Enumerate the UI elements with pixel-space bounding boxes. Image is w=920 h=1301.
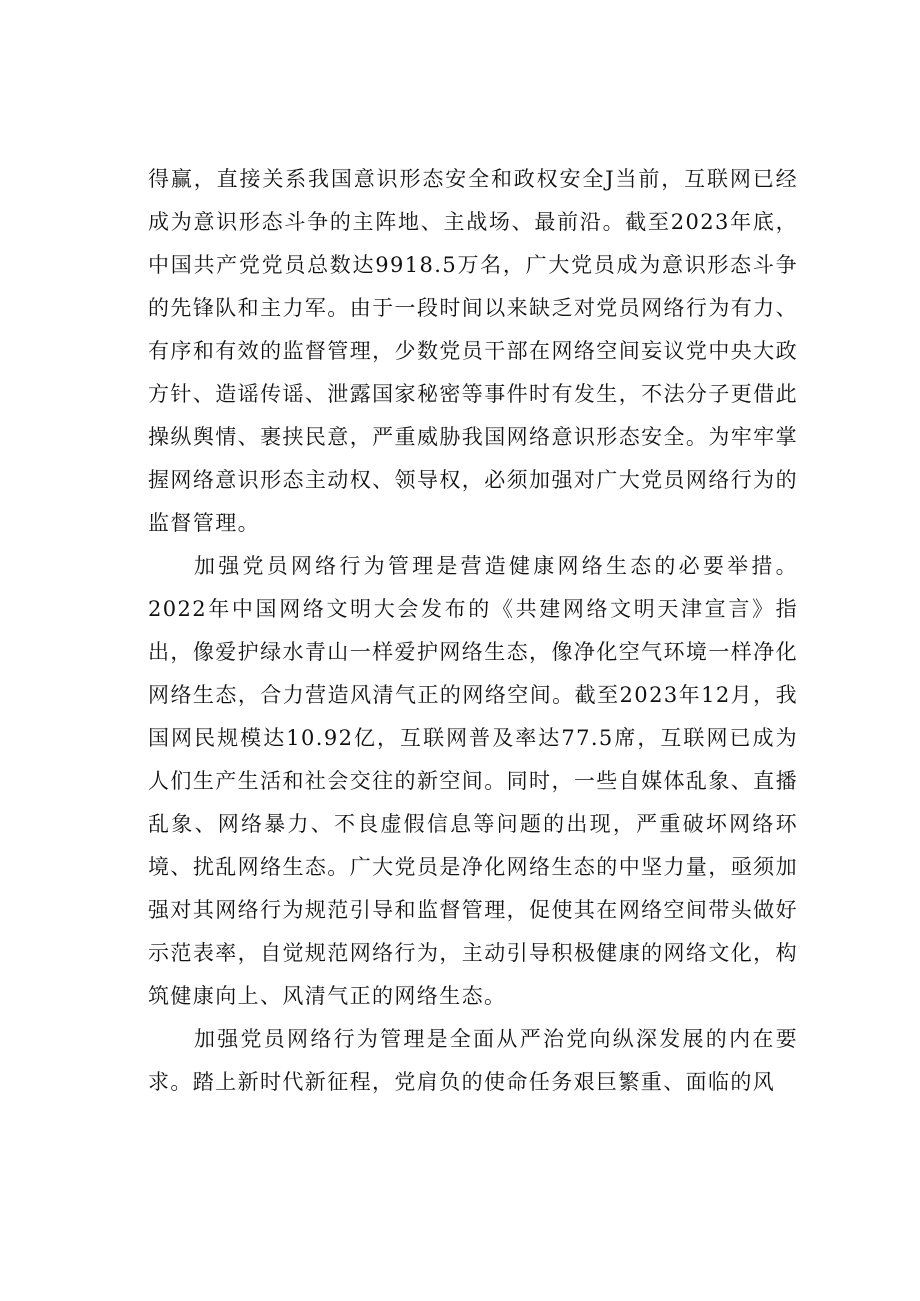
paragraph-1: 得赢，直接关系我国意识形态安全和政权安全J当前，互联网已经成为意识形态斗争的主阵地、主战场、最前沿。截至2023年底，中国共产党党员总数达9918.5万名，广大党员成为意识形态斗争的先锋队和主力军。由于一段时间以来缺乏对党员网络行为有力、有序和有效的监督管理，少数党员干部在网络空间妄议党中央大政方针、造谣传谣、泄露国家秘密等事件时有发生，不法分子更借此操纵舆情、裹挟民意，严重威胁我国网络意识形态安全。为牢牢掌握网络意识形态主动权、领导权，必须加强对广大党员网络行为的监督管理。 <box>148 167 798 535</box>
document-body <box>148 158 798 1104</box>
paragraph-2: 加强党员网络行为管理是营造健康网络生态的必要举措。2022年中国网络文明大会发布的《共建网络文明天津宣言》指出，像爱护绿水青山一样爱护网络生态，像净化空气环境一样净化网络生态，合力营造风清气正的网络空间。截至2023年12月，我国网民规模达10.92亿，互联网普及率达77.5席，互联网已成为人们生产生活和社会交往的新空间。同时，一些自媒体乱象、直播乱象、网络暴力、不良虚假信息等问题的出现，严重破坏网络环境、扰乱网络生态。广大党员是净化网络生态的中坚力量，亟须加强对其网络行为规范引导和监督管理，促使其在网络空间带头做好示范表率，自觉规范网络行为，主动引导积极健康的网络文化，构筑健康向上、风清气正的网络生态。 <box>148 554 798 1008</box>
paragraph-3: 加强党员网络行为管理是全面从严治党向纵深发展的内在要求。踏上新时代新征程，党肩负的使命任务艰巨繁重、面临的风 <box>148 1027 798 1094</box>
